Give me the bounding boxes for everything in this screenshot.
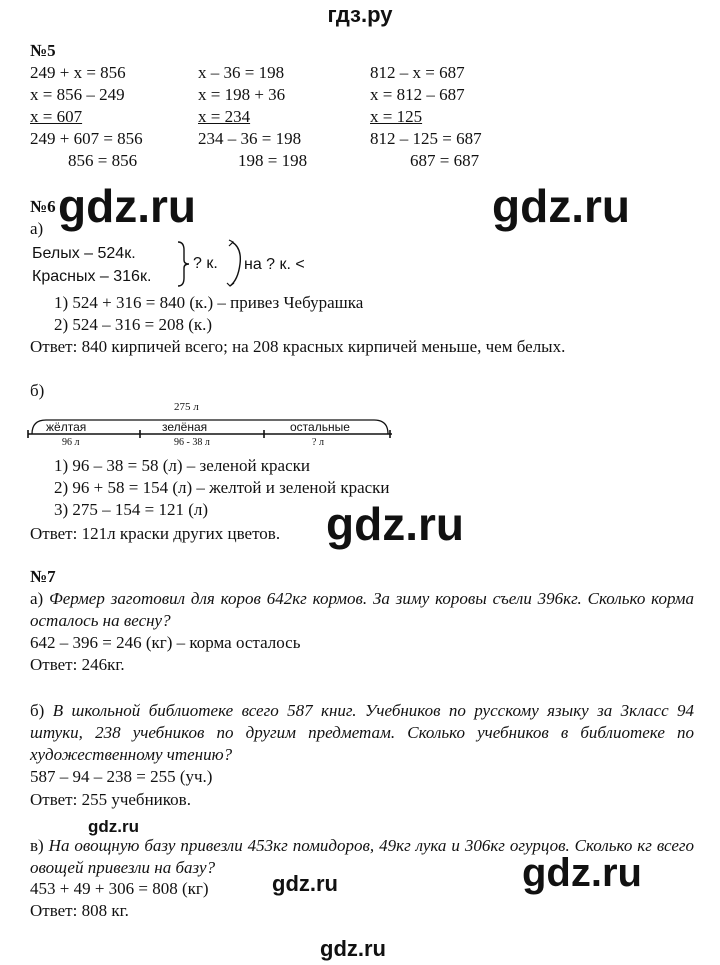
- equation-line: x = 812 – 687: [370, 85, 465, 104]
- scheme-a-white: Белых – 524к.: [32, 245, 136, 262]
- task7-c-label: в): [30, 836, 44, 855]
- task7-c-text: На овощную базу привезли 453кг помидоров, 49кг лука и 306кг огурцов. Сколько кг всего овощей привезли на базу?: [30, 836, 694, 877]
- scheme-b-value-green: 96 - 38 л: [174, 437, 210, 448]
- scheme-b-segment-others: остальные: [290, 420, 350, 434]
- task7-title: №7: [30, 567, 56, 586]
- task5-column-3: [370, 62, 482, 172]
- check-line: 234 – 36 = 198: [198, 129, 302, 148]
- equation-result: x = 234: [198, 107, 251, 126]
- task7-a-label: а): [30, 589, 44, 608]
- task6-a-step-1: 1) 524 + 316 = 840 (к.) – привез Чебурашка: [54, 293, 364, 312]
- task7-a-text: Фермер заготовил для коров 642кг кормов. За зиму коровы съели 396кг. Сколько корма осталось на весну?: [30, 589, 694, 630]
- scheme-b-value-others: ? л: [312, 437, 324, 448]
- task7-c-calc: 453 + 49 + 306 = 808 (кг): [30, 879, 209, 898]
- task7-b-answer: Ответ: 255 учебников.: [30, 790, 191, 809]
- scheme-b-segment-green: зелёная: [162, 420, 208, 434]
- site-header: гдз.ру: [327, 2, 393, 27]
- scheme-b-value-yellow: 96 л: [62, 437, 80, 448]
- task7-b-text: В школьной библиотеке всего 587 книг. Учебников по русскому языку за 3класс 94 штуки, 238 учебников по другим предметам. Сколько учебников в библиотеке по художественному чтению?: [30, 701, 695, 764]
- task7-b-problem: [30, 700, 694, 766]
- watermark-small: gdz.ru: [272, 871, 338, 896]
- task6-b-answer: Ответ: 121л краски других цветов.: [30, 524, 281, 543]
- task5-column-1: [30, 62, 143, 172]
- watermark-small: gdz.ru: [88, 817, 139, 836]
- check-result: 856 = 856: [68, 151, 138, 170]
- task6-a-label: а): [30, 219, 44, 238]
- task6-a-answer: Ответ: 840 кирпичей всего; на 208 красных кирпичей меньше, чем белых.: [30, 337, 566, 356]
- scheme-a-red: Красных – 316к.: [32, 268, 152, 285]
- check-line: 812 – 125 = 687: [370, 129, 482, 148]
- equation-result: x = 125: [370, 107, 423, 126]
- task6-title: №6: [30, 197, 56, 216]
- equation-line: x = 198 + 36: [198, 85, 286, 104]
- task6-b-step-1: 1) 96 – 38 = 58 (л) – зеленой краски: [54, 456, 310, 475]
- watermark: gdz.ru: [58, 180, 196, 232]
- check-line: 249 + 607 = 856: [30, 129, 143, 148]
- check-result: 198 = 198: [238, 151, 308, 170]
- equation-line: 249 + x = 856: [30, 63, 126, 82]
- task7-b-calc: 587 – 94 – 238 = 255 (уч.): [30, 767, 213, 786]
- task6-b-step-3: 3) 275 – 154 = 121 (л): [54, 500, 209, 519]
- equation-result: x = 607: [30, 107, 83, 126]
- task7-a-answer: Ответ: 246кг.: [30, 655, 125, 674]
- task7-a-calc: 642 – 396 = 246 (кг) – корма осталось: [30, 633, 301, 652]
- scheme-b-total: 275 л: [174, 401, 199, 413]
- check-result: 687 = 687: [410, 151, 480, 170]
- equation-line: x = 856 – 249: [30, 85, 125, 104]
- scheme-a-total-question: ? к.: [193, 255, 218, 272]
- watermark-small: gdz.ru: [320, 936, 386, 961]
- watermark: gdz.ru: [522, 851, 642, 895]
- watermark: gdz.ru: [326, 498, 464, 550]
- task5-column-2: [198, 62, 307, 172]
- scheme-b-segment-yellow: жёлтая: [46, 420, 87, 434]
- watermark: gdz.ru: [492, 180, 630, 232]
- task5-title: №5: [30, 41, 56, 60]
- equation-line: x – 36 = 198: [198, 63, 285, 82]
- task6-b-step-2: 2) 96 + 58 = 154 (л) – желтой и зеленой краски: [54, 478, 390, 497]
- equation-line: 812 – x = 687: [370, 63, 465, 82]
- task6-b-label: б): [30, 381, 45, 400]
- task7-b-label: б): [30, 701, 45, 720]
- task6-a-step-2: 2) 524 – 316 = 208 (к.): [54, 315, 213, 334]
- scheme-a-diff-question: на ? к. <: [244, 256, 305, 273]
- task7-a-problem: [30, 588, 694, 632]
- task7-c-answer: Ответ: 808 кг.: [30, 901, 129, 920]
